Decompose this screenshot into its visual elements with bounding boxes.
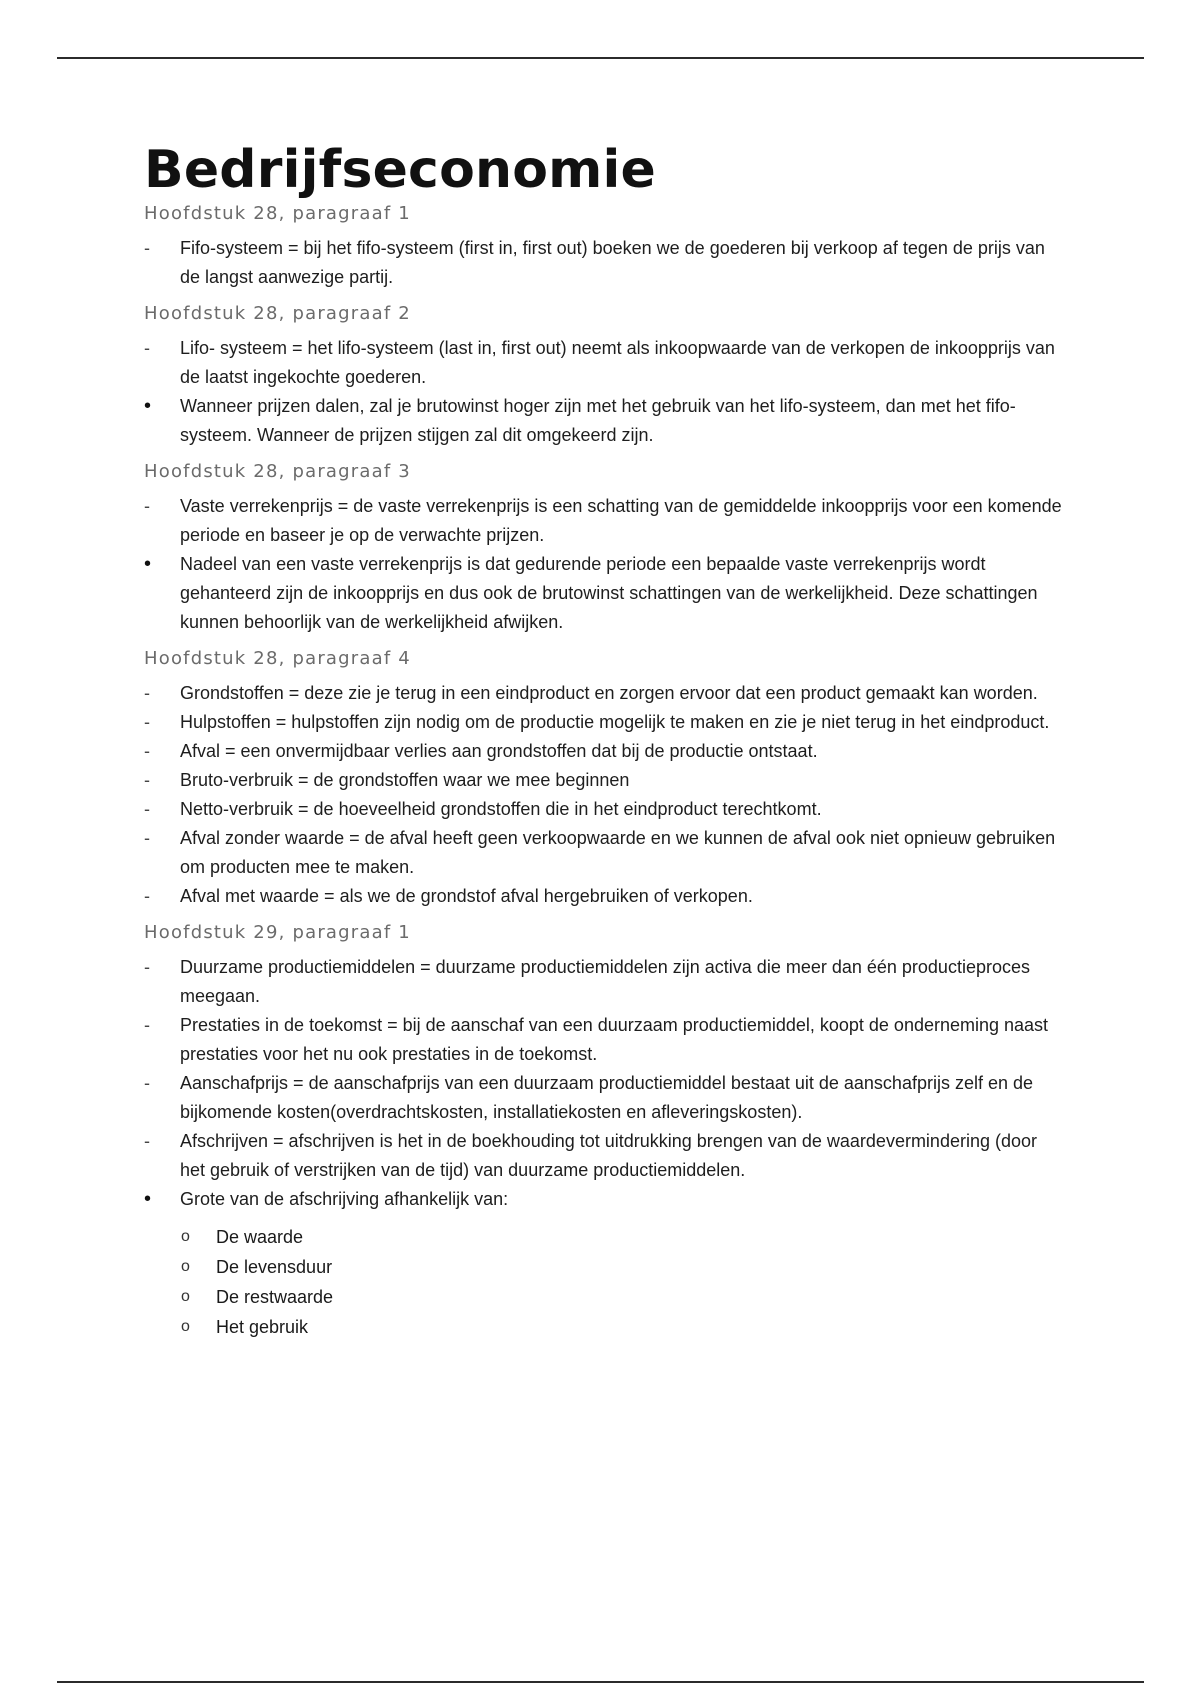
dash-marker: - [144,683,150,703]
dash-marker: - [144,957,150,977]
list-item [144,392,1064,450]
list-item-text: Grote van de afschrijving afhankelijk van: [180,1189,509,1209]
list-item-text: Afschrijven = afschrijven is het in de boekhouding tot uitdrukking brengen van de waardevermindering (door het gebruik of verstrijken van de tijd) van duurzame productiemiddelen. [180,1131,1038,1180]
list-item [144,679,1064,708]
section-list [144,234,1064,292]
list-item [144,550,1064,637]
section-list [144,953,1064,1214]
circle-marker: o [181,1288,190,1305]
section-h28-p2 [144,300,1064,450]
sub-list-item [144,1252,1064,1282]
sub-list-item [144,1282,1064,1312]
list-item-text: Vaste verrekenprijs = de vaste verrekenprijs is een schatting van de gemiddelde inkoopprijs voor een komende periode en baseer je op de verwachte prijzen. [180,496,1062,545]
list-item [144,824,1064,882]
section-h29-p1 [144,919,1064,1342]
list-item-text: Bruto-verbruik = de grondstoffen waar we mee beginnen [180,770,630,790]
list-item [144,953,1064,1011]
section-list [144,334,1064,450]
list-item-text: Hulpstoffen = hulpstoffen zijn nodig om de productie mogelijk te maken en zie je niet terug in het eindproduct. [180,712,1050,732]
list-item-text: Afval met waarde = als we de grondstof afval hergebruiken of verkopen. [180,886,753,906]
section-list [144,492,1064,637]
bullet-marker: • [144,553,152,575]
list-item [144,334,1064,392]
dash-marker: - [144,886,150,906]
list-item-text: Wanneer prijzen dalen, zal je brutowinst hoger zijn met het gebruik van het lifo-systeem, dan met het fifo-systeem. Wanneer de prijzen stijgen zal dit omgekeerd zijn. [180,396,1016,445]
section-heading: Hoofdstuk 29, paragraaf 1 [144,922,411,943]
dash-marker: - [144,338,150,358]
section-heading: Hoofdstuk 28, paragraaf 2 [144,303,411,324]
section-h28-p4 [144,645,1064,911]
bottom-divider [57,1681,1144,1683]
dash-marker: - [144,238,150,258]
list-item [144,1185,1064,1214]
circle-marker: o [181,1318,190,1335]
list-item [144,708,1064,737]
document-title: Bedrijfseconomie [144,140,657,200]
sub-list [144,1222,1064,1342]
list-item-text: Grondstoffen = deze zie je terug in een eindproduct en zorgen ervoor dat een product gemaakt kan worden. [180,683,1038,703]
document-body [144,140,1064,1342]
dash-marker: - [144,712,150,732]
dash-marker: - [144,496,150,516]
sub-list-item-text: De levensduur [216,1257,333,1277]
sub-list-item [144,1222,1064,1252]
list-item-text: Prestaties in de toekomst = bij de aanschaf van een duurzaam productiemiddel, koopt de onderneming naast prestaties voor het nu ook prestaties in de toekomst. [180,1015,1049,1064]
dash-marker: - [144,1015,150,1035]
list-item-text: Netto-verbruik = de hoeveelheid grondstoffen die in het eindproduct terechtkomt. [180,799,822,819]
bullet-marker: • [144,395,152,417]
circle-marker: o [181,1258,190,1275]
dash-marker: - [144,1073,150,1093]
section-h28-p1 [144,200,1064,292]
section-list [144,679,1064,911]
list-item [144,737,1064,766]
dash-marker: - [144,770,150,790]
sub-list-item-text: De restwaarde [216,1287,334,1307]
list-item-text: Fifo-systeem = bij het fifo-systeem (first in, first out) boeken we de goederen bij verkoop af tegen de prijs van de langst aanwezige partij. [180,238,1045,287]
section-heading: Hoofdstuk 28, paragraaf 4 [144,648,411,669]
list-item [144,766,1064,795]
list-item-text: Aanschafprijs = de aanschafprijs van een duurzaam productiemiddel bestaat uit de aanschafprijs zelf en de bijkomende kosten(overdrachtskosten, installatiekosten en afleveringskosten). [180,1073,1034,1122]
dash-marker: - [144,828,150,848]
top-divider [57,57,1144,59]
list-item [144,1069,1064,1127]
list-item-text: Afval = een onvermijdbaar verlies aan grondstoffen dat bij de productie ontstaat. [180,741,818,761]
dash-marker: - [144,799,150,819]
dash-marker: - [144,741,150,761]
sub-list-item-text: Het gebruik [216,1317,309,1337]
list-item-text: Nadeel van een vaste verrekenprijs is dat gedurende periode een bepaalde vaste verrekenprijs wordt gehanteerd zijn de inkoopprijs en dus ook de brutowinst schattingen van de werkelijkheid. Deze schattingen kunnen behoorlijk van de werkelijkheid afwijken. [180,554,1038,632]
section-heading: Hoofdstuk 28, paragraaf 1 [144,203,411,224]
section-h28-p3 [144,458,1064,637]
section-heading: Hoofdstuk 28, paragraaf 3 [144,461,411,482]
list-item [144,492,1064,550]
list-item-text: Duurzame productiemiddelen = duurzame productiemiddelen zijn activa die meer dan één productieproces meegaan. [180,957,1030,1006]
dash-marker: - [144,1131,150,1151]
list-item [144,795,1064,824]
sub-list-item-text: De waarde [216,1227,304,1247]
list-item [144,1127,1064,1185]
circle-marker: o [181,1228,190,1245]
sub-list-item [144,1312,1064,1342]
list-item [144,234,1064,292]
list-item [144,882,1064,911]
list-item-text: Lifo- systeem = het lifo-systeem (last in, first out) neemt als inkoopwaarde van de verkopen de inkoopprijs van de laatst ingekochte goederen. [180,338,1055,387]
list-item [144,1011,1064,1069]
bullet-marker: • [144,1188,152,1210]
list-item-text: Afval zonder waarde = de afval heeft geen verkoopwaarde en we kunnen de afval ook niet opnieuw gebruiken om producten mee te maken. [180,828,1056,877]
